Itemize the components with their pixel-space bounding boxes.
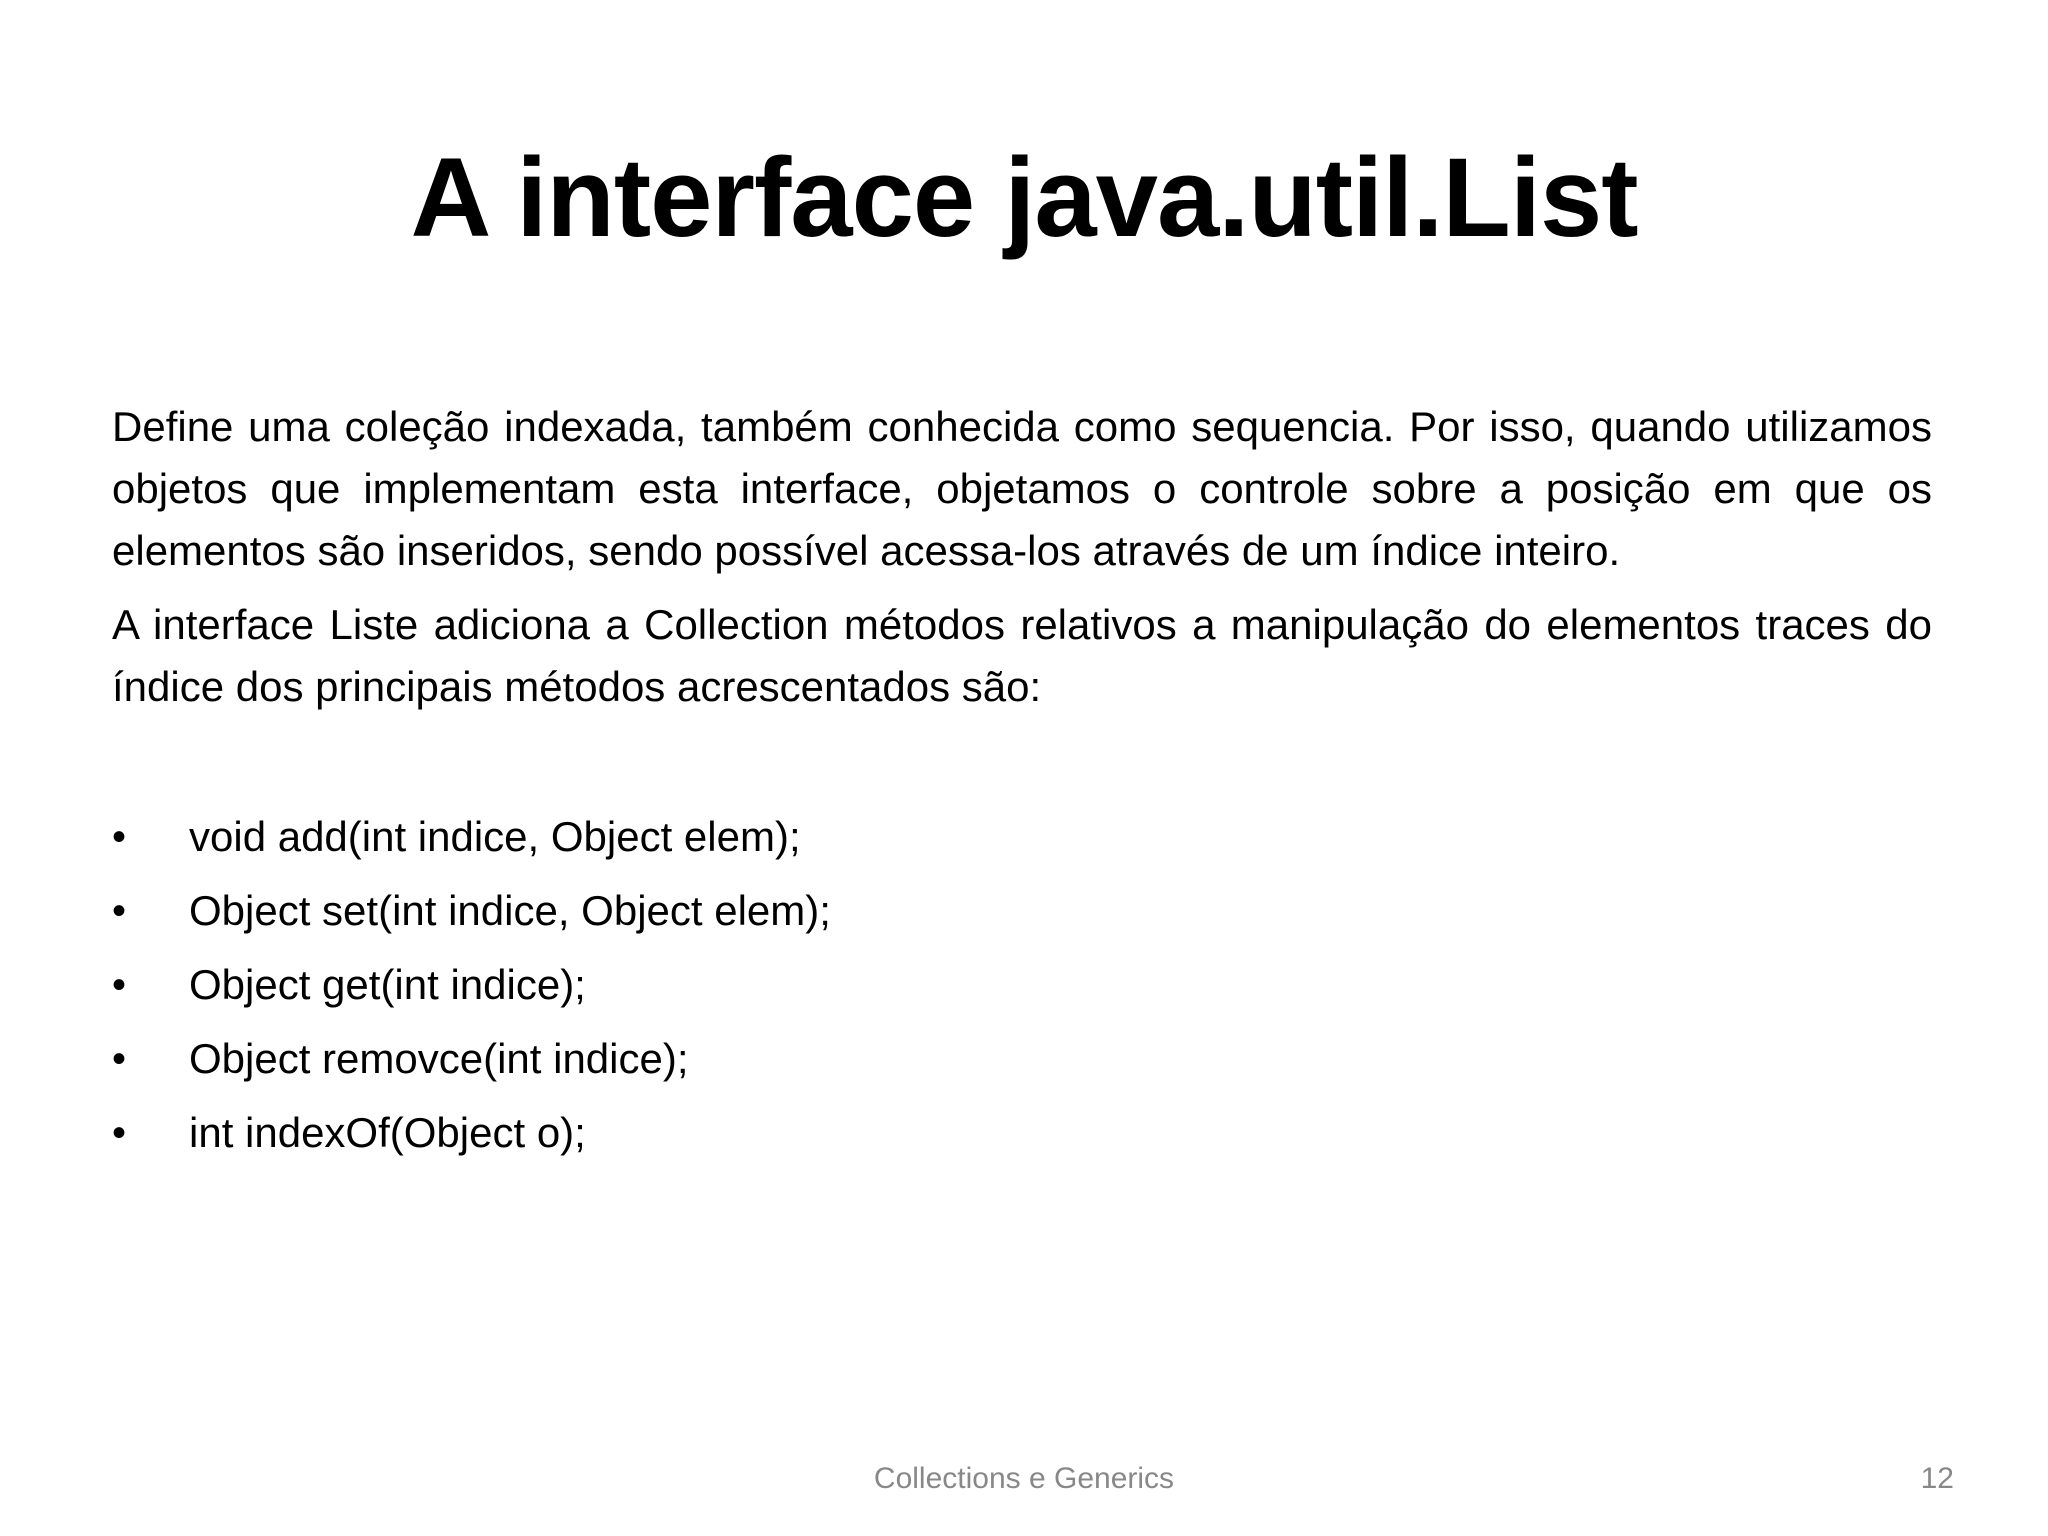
list-item	[112, 1096, 1932, 1170]
bullet-icon: •	[112, 963, 127, 1007]
method-signature: Object removce(int indice);	[189, 1035, 689, 1082]
method-signature: int indexOf(Object o);	[189, 1109, 586, 1156]
method-signature: Object set(int indice, Object elem);	[189, 887, 831, 934]
list-item	[112, 800, 1932, 874]
page-number: 12	[1920, 1462, 1954, 1495]
list-item	[112, 1022, 1932, 1096]
bullet-icon: •	[112, 815, 127, 859]
slide-title: A interface java.util.List	[410, 135, 1638, 260]
paragraph-definition: Define uma coleção indexada, também conhecida como sequencia. Por isso, quando utilizamos objetos que implementam esta interface, objetamos o controle sobre a posição em que os elementos são inseridos, sendo possível acessa-los através de um índice inteiro.	[112, 403, 1932, 574]
footer-title: Collections e Generics	[873, 1462, 1175, 1495]
list-item	[112, 948, 1932, 1022]
bullet-icon: •	[112, 889, 127, 933]
list-item	[112, 874, 1932, 948]
bullet-icon: •	[112, 1037, 127, 1081]
method-signature: void add(int indice, Object elem);	[189, 813, 801, 860]
paragraph-methods-intro: A interface Liste adiciona a Collection métodos relativos a manipulação do elementos traces do índice dos principais métodos acrescentados são:	[112, 601, 1932, 710]
bullet-icon: •	[112, 1111, 127, 1155]
methods-list	[112, 800, 1932, 1170]
slide-body	[112, 396, 1932, 1170]
method-signature: Object get(int indice);	[189, 961, 586, 1008]
